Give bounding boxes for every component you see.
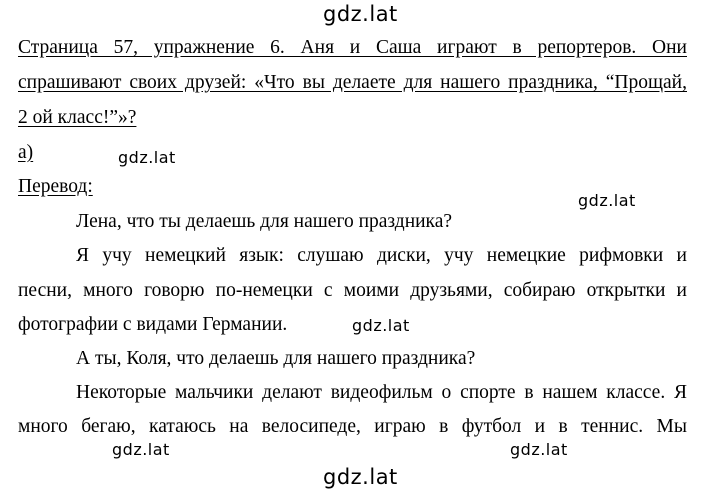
watermark-bottom: gdz.lat	[323, 465, 398, 489]
task-header-line: спрашивают своих друзей: «Что вы делаете для нашего праздника, “Прощай,	[18, 72, 687, 93]
paragraph-text: Лена, что ты делаешь для нашего праздника?	[76, 211, 453, 232]
paragraph-text: Некоторые мальчики делают видеофильм о спорте в нашем классе. Я	[76, 382, 687, 403]
watermark-top: gdz.lat	[323, 2, 398, 26]
watermark: gdz.lat	[352, 316, 410, 335]
watermark: gdz.lat	[510, 440, 568, 459]
paragraph-text: песни, много говорю по-немецки с моими друзьями, собираю открытки и	[18, 280, 687, 301]
paragraph-text: фотографии с видами Германии.	[18, 314, 288, 335]
task-header-line: 2 ой класс!”»?	[18, 107, 137, 128]
watermark: gdz.lat	[112, 440, 170, 459]
section-label: а)	[18, 142, 34, 163]
paragraph-text: много бегаю, катаюсь на велосипеде, играю в футбол и в теннис. Мы	[18, 416, 687, 437]
paragraph-text: А ты, Коля, что делаешь для нашего праздника?	[76, 348, 476, 369]
translation-label: Перевод:	[18, 176, 93, 197]
watermark: gdz.lat	[578, 191, 636, 210]
watermark: gdz.lat	[118, 148, 176, 167]
task-header-line: Страница 57, упражнение 6. Аня и Саша играют в репортеров. Они	[18, 37, 687, 58]
paragraph-text: Я учу немецкий язык: слушаю диски, учу немецкие рифмовки и	[76, 245, 687, 266]
